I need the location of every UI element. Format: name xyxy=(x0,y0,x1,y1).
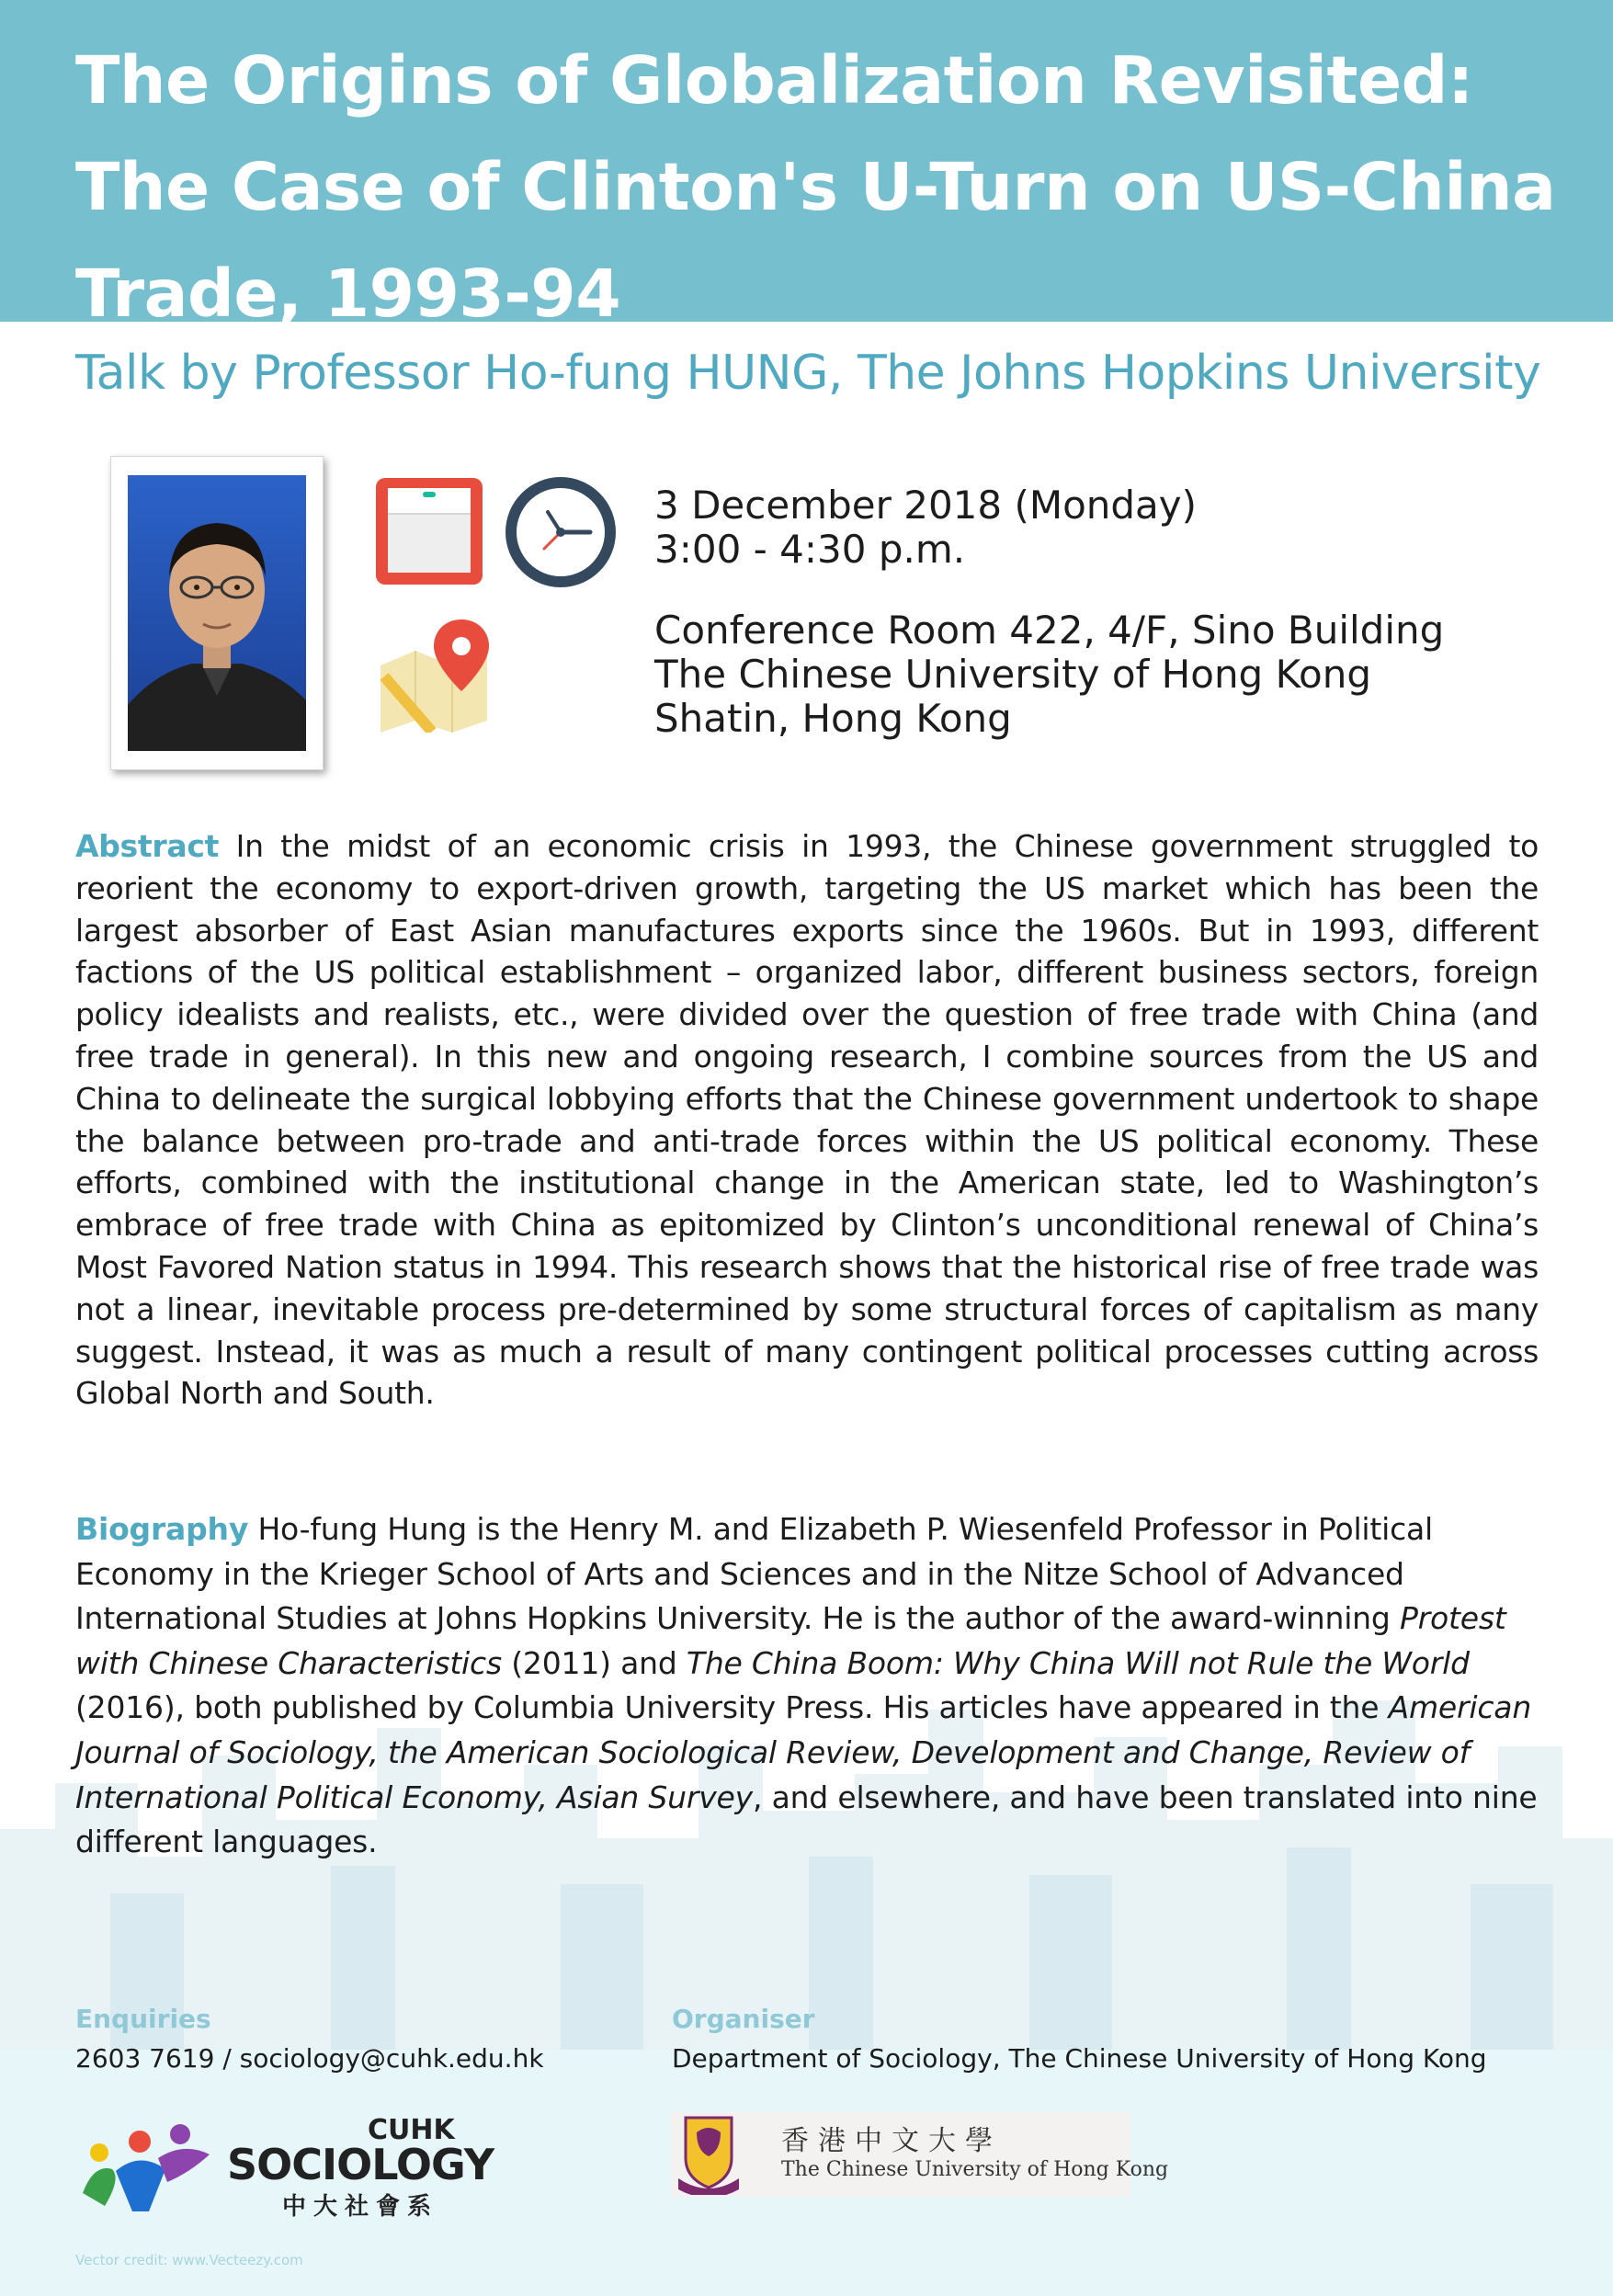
abstract-section xyxy=(75,825,1539,1415)
calendar-icon xyxy=(373,475,485,591)
biography-text-3: (2016), both published by Columbia University Press. His articles have appeared in the xyxy=(75,1689,1389,1726)
cuhk-university-logo xyxy=(671,2112,1169,2197)
biography-book-2: The China Boom: Why China Will not Rule the World xyxy=(686,1644,1470,1681)
abstract-label: Abstract xyxy=(75,828,220,864)
venue-line-2: The Chinese University of Hong Kong xyxy=(654,652,1371,697)
speaker-subtitle: Talk by Professor Ho-fung HUNG, The Johns Hopkins University xyxy=(75,346,1541,401)
event-venue xyxy=(654,608,1573,741)
biography-section xyxy=(75,1507,1539,1865)
title-line-2: The Case of Clinton's U-Turn on US-China xyxy=(75,149,1556,225)
title-line-3: Trade, 1993-94 xyxy=(75,256,621,332)
logo-cuhk-text: CUHK xyxy=(368,2114,455,2146)
biography-label: Biography xyxy=(75,1511,249,1547)
organiser-label: Organiser xyxy=(672,2004,815,2034)
event-time: 3:00 - 4:30 p.m. xyxy=(654,527,966,572)
biography-text-4: , and elsewhere, and have been translated into nine different languages. xyxy=(75,1779,1538,1860)
cuhk-chinese-name: 香港中文大學 xyxy=(781,2125,1002,2157)
abstract-text: In the midst of an economic crisis in 1993, the Chinese government struggled to reorient the economy to export-driven growth, targeting the US market which has been the largest absorber of East Asian manufactures exports since the 1960s. But in 1993, different factions of the US political establishment – organized labor, different business sectors, foreign policy idealists and realists, etc., were divided over the question of free trade with China (and free trade in general). In this new and ongoing research, I combine sources from the US and China to delineate the surgical lobbying efforts that the Chinese government undertook to shape the balance between pro-trade and anti-trade forces within the US political economy. These efforts, combined with the institutional change in the American state, led to Washington’s embrace of free trade with China as epitomized by Clinton’s unconditional renewal of China’s Most Favored Nation status in 1994. This research shows that the historical rise of free trade was not a linear, inevitable process pre-determined by some structural forces of capitalism as many suggest. Instead, it was as much a result of many contingent political processes cutting across Global North and South. xyxy=(75,828,1539,1412)
logo-sociology-chinese: 中大社會系 xyxy=(282,2193,439,2221)
cuhk-crest-icon xyxy=(676,2114,741,2195)
venue-line-3: Shatin, Hong Kong xyxy=(654,696,1012,741)
speaker-portrait xyxy=(128,475,306,751)
event-datetime xyxy=(654,483,1573,572)
venue-line-1: Conference Room 422, 4/F, Sino Building xyxy=(654,608,1445,653)
biography-text-1: Ho-fung Hung is the Henry M. and Elizabeth P. Wiesenfeld Professor in Political Economy in the Krieger School of Arts and Sciences and in the Nitze School of Advanced International Studies at Johns Hopkins University. He is the author of the award-winning xyxy=(75,1511,1434,1637)
event-date: 3 December 2018 (Monday) xyxy=(654,483,1198,528)
map-pin-icon xyxy=(377,618,491,736)
clock-icon xyxy=(504,475,618,593)
organiser-name: Department of Sociology, The Chinese University of Hong Kong xyxy=(672,2043,1487,2074)
cuhk-english-name: The Chinese University of Hong Kong xyxy=(781,2158,1169,2181)
vector-credit: Vector credit: www.Vecteezy.com xyxy=(75,2252,303,2268)
biography-text-2: (2011) and xyxy=(501,1644,687,1681)
logo-sociology-text: SOCIOLOGY xyxy=(227,2140,494,2189)
biography-book-1: Protest with Chinese Characteristics xyxy=(75,1600,1506,1681)
title-line-1: The Origins of Globalization Revisited: xyxy=(75,42,1473,119)
poster-title xyxy=(75,28,1592,347)
enquiries-label: Enquiries xyxy=(75,2004,211,2034)
biography-journals: American Journal of Sociology, the American Sociological Review, Development and Change, Review of International Political Economy, Asian Survey xyxy=(75,1689,1532,1815)
speaker-photo xyxy=(110,456,324,770)
cuhk-sociology-logo xyxy=(75,2114,494,2221)
enquiries-contact: 2603 7619 / sociology@cuhk.edu.hk xyxy=(75,2043,544,2074)
